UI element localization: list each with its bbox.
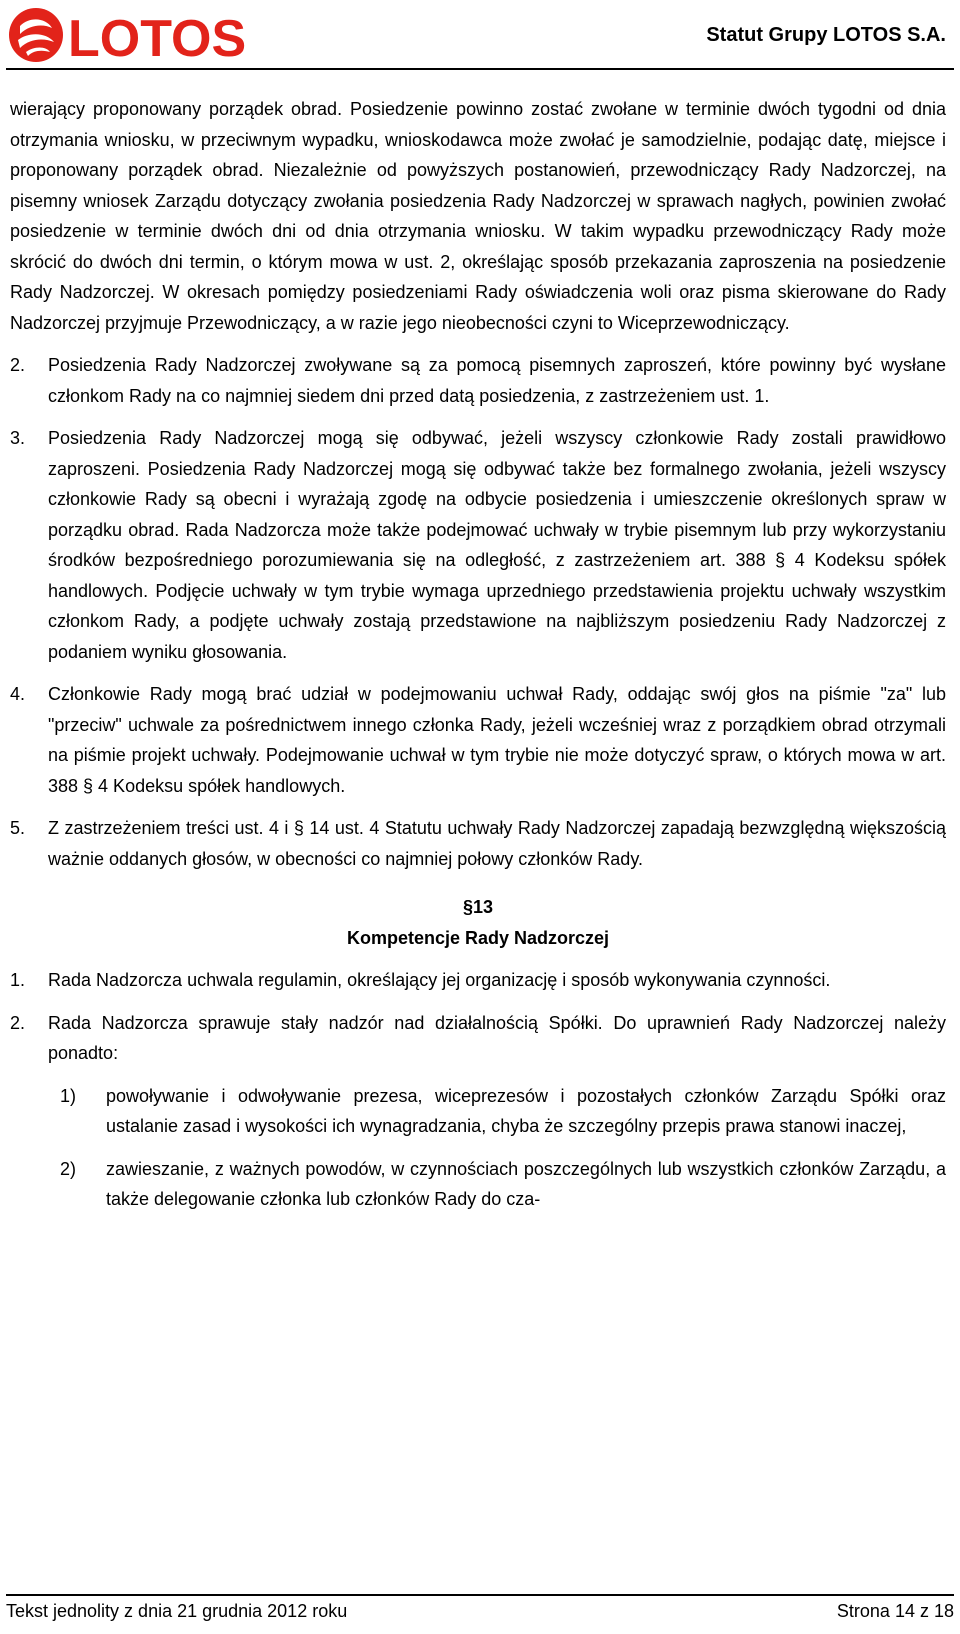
item-number: 3. bbox=[10, 428, 26, 448]
section-title: Kompetencje Rady Nadzorczej bbox=[346, 927, 610, 948]
list-item bbox=[10, 965, 946, 996]
list-item bbox=[10, 423, 946, 667]
sub-item-number: 1) bbox=[60, 1085, 77, 1106]
lotos-logo bbox=[6, 4, 246, 66]
lotos-emblem-icon bbox=[9, 8, 63, 62]
footer-divider bbox=[6, 1594, 954, 1596]
sub-item-text: powoływanie i odwoływanie prezesa, wiceprezesów i pozostałych członków Zarządu Spółki oraz ustalanie zasad i wysokości ich wynagradzania, chyba że szczególny przepis prawa stanowi inaczej, bbox=[106, 1085, 946, 1136]
list-item bbox=[10, 813, 946, 874]
item-text: Rada Nadzorcza sprawuje stały nadzór nad działalnością Spółki. Do uprawnień Rady Nadzorczej należy ponadto: bbox=[48, 1012, 946, 1063]
sub-list-item bbox=[60, 1154, 946, 1215]
page-header bbox=[0, 0, 960, 74]
item-number: 4. bbox=[10, 684, 26, 704]
page-number: Strona 14 z 18 bbox=[836, 1601, 954, 1621]
intro-paragraph: wierający proponowany porządek obrad. Posiedzenie powinno zostać zwołane w terminie dwóch tygodni od dnia otrzymania wniosku, w przeciwnym wypadku, wnioskodawca może zwołać je samodzielnie, podając datę, miejsce i proponowany porządek obrad. Niezależnie od powyższych postanowień, przewodniczący Rady Nadzorczej, na pisemny wniosek Zarządu dotyczący zwołania posiedzenia Rady Nadzorczej w sprawach nagłych, powinien zwołać posiedzenie w terminie dwóch dni od dnia otrzymania wniosku. W takim wypadku przewodniczący Rady może skrócić do dwóch dni termin, o którym mowa w ust. 2, określając sposób przekazania zaproszenia na posiedzenie Rady Nadzorczej. W okresach pomiędzy posiedzeniami Rady oświadczenia woli oraz pisma skierowane do Rady Nadzorczej przyjmuje Przewodniczący, a w razie jego nieobecności czyni to Wiceprzewodniczący. bbox=[10, 99, 946, 333]
section-number: §13 bbox=[462, 897, 494, 917]
sub-list-item bbox=[60, 1081, 946, 1142]
document-body bbox=[10, 94, 946, 1215]
sub-item-number: 2) bbox=[60, 1158, 77, 1179]
header-divider bbox=[6, 68, 954, 70]
logo-text: LOTOS bbox=[68, 10, 246, 66]
list-item bbox=[10, 1008, 946, 1069]
document-title: Statut Grupy LOTOS S.A. bbox=[706, 24, 946, 46]
item-text: Z zastrzeżeniem treści ust. 4 i § 14 ust. 4 Statutu uchwały Rady Nadzorczej zapadają bezwzględną większością ważnie oddanych głosów, w obecności co najmniej połowy członków Rady. bbox=[48, 818, 946, 869]
sub-item-text: zawieszanie, z ważnych powodów, w czynnościach poszczególnych lub wszystkich członków Zarządu, a także delegowanie członka lub członków Rady do cza- bbox=[106, 1158, 946, 1209]
item-number: 1. bbox=[10, 970, 26, 990]
item-text: Posiedzenia Rady Nadzorczej mogą się odbywać, jeżeli wszyscy członkowie Rady zostali prawidłowo zaproszeni. Posiedzenia Rady Nadzorczej mogą się odbywać także bez formalnego zwołania, jeżeli wszyscy członkowie Rady są obecni i wyrażają zgodę na odbycie posiedzenia i umieszczenie określonych spraw w porządku obrad. Rada Nadzorcza może także podejmować uchwały w trybie pisemnym lub przy wykorzystaniu środków bezpośredniego porozumiewania się na odległość, z zastrzeżeniem art. 388 § 4 Kodeksu spółek handlowych. Podjęcie uchwały w tym trybie wymaga uprzedniego przedstawienia projektu uchwały wszystkim członkom Rady, a podjęte uchwały zostają przedstawione na najbliższym posiedzeniu Rady Nadzorczej z podaniem wyniku głosowania. bbox=[48, 428, 946, 662]
item-text: Członkowie Rady mogą brać udział w podejmowaniu uchwał Rady, oddając swój głos na piśmie "za" lub "przeciw" uchwale za pośrednictwem innego członka Rady, jeżeli wcześniej wraz z porządkiem obrad otrzymali na piśmie projekt uchwały. Podejmowanie uchwał w tym trybie nie może dotyczyć spraw, o których mowa w art. 388 § 4 Kodeksu spółek handlowych. bbox=[48, 684, 946, 796]
item-number: 2. bbox=[10, 1012, 26, 1033]
item-number: 5. bbox=[10, 818, 26, 838]
version-date: Tekst jednolity z dnia 21 grudnia 2012 roku bbox=[6, 1601, 348, 1621]
item-text: Rada Nadzorcza uchwala regulamin, określający jej organizację i sposób wykonywania czynności. bbox=[48, 970, 831, 990]
item-text: Posiedzenia Rady Nadzorczej zwoływane są za pomocą pisemnych zaproszeń, które powinny być wysłane członkom Rady na co najmniej siedem dni przed datą posiedzenia, z zastrzeżeniem ust. 1. bbox=[48, 355, 946, 406]
item-number: 2. bbox=[10, 355, 26, 375]
list-item bbox=[10, 350, 946, 411]
list-item bbox=[10, 679, 946, 801]
page-footer bbox=[6, 1594, 954, 1630]
